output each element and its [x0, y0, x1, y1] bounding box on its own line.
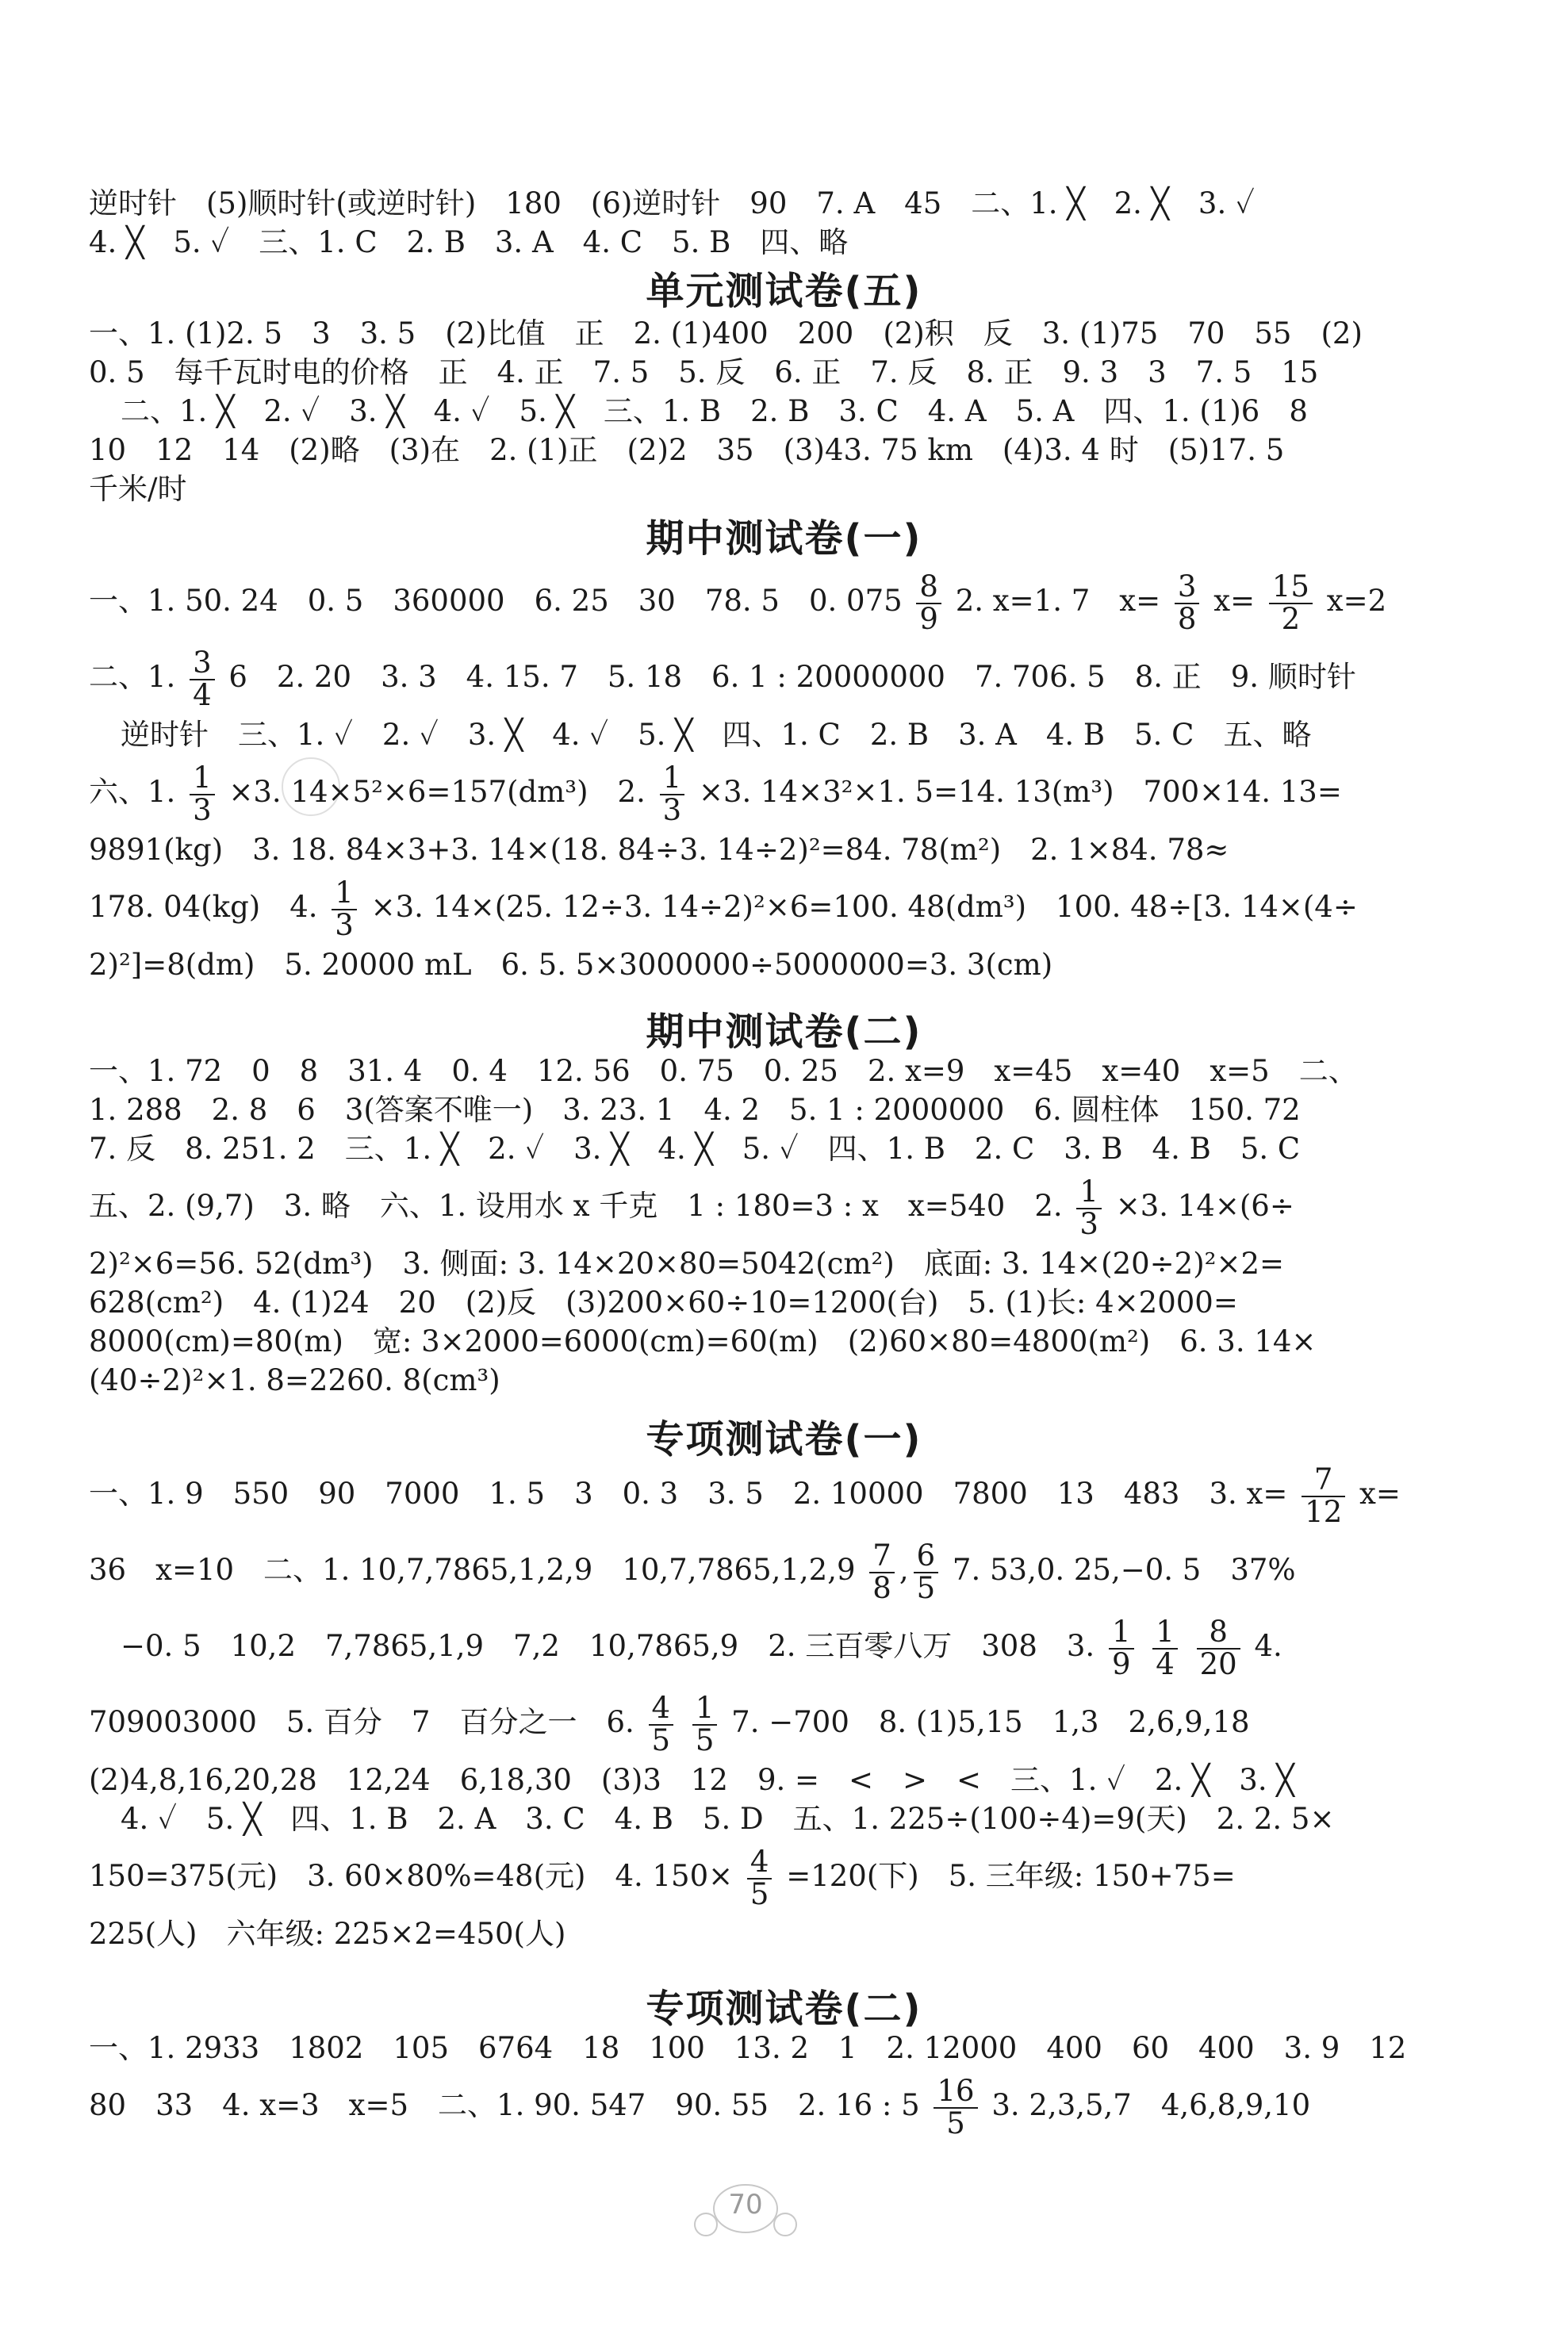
- fraction-denominator: 2: [1281, 601, 1301, 636]
- text-line: 0. 5 每千瓦时电的价格 正 4. 正 7. 5 5. 反 6. 正 7. 反 8. 正 9. 3 3 7. 5 15: [89, 355, 1319, 389]
- text-run: 一、1. 50. 24 0. 5 360000 6. 25 30 78. 5 0. 075: [89, 584, 903, 618]
- text-line: [89, 754, 1417, 830]
- fraction-denominator: 4: [193, 677, 212, 712]
- section-heading-special-2: 专项测试卷(二): [646, 1987, 922, 2031]
- special-test-1-answers: [89, 1456, 1417, 1953]
- fraction-numerator: 3: [1175, 572, 1200, 604]
- fraction: [660, 760, 685, 827]
- text-run: 二、1.: [89, 660, 176, 694]
- fraction: [747, 1844, 772, 1911]
- text-line: (40÷2)²×1. 8=2260. 8(cm³): [89, 1363, 500, 1397]
- text-line: 10 12 14 (2)略 (3)在 2. (1)正 (2)2 35 (3)43. 75 km (4)3. 4 时 (5)17. 5: [89, 433, 1285, 467]
- text-line: 一、1. 2933 1802 105 6764 18 100 13. 2 1 2. 12000 400 60 400 3. 9 12: [89, 2031, 1407, 2065]
- text-line: 二、1. ╳ 2. ✓ 3. ╳ 4. ✓ 5. ╳ 三、1. B 2. B 3. C 4. A 5. A 四、1. (1)6 8: [121, 394, 1308, 428]
- text-line: 一、1. 72 0 8 31. 4 0. 4 12. 56 0. 75 0. 25 2. x=9 x=45 x=40 x=5 二、: [89, 1054, 1358, 1088]
- fraction: [916, 569, 941, 636]
- midterm-1-answers: [89, 563, 1417, 984]
- fraction-numerator: 16: [934, 2076, 977, 2109]
- fraction-numerator: 1: [1076, 1177, 1102, 1209]
- text-line: [89, 1838, 1417, 1914]
- text-run: 一、1. 9 550 90 7000 1. 5 3 0. 3 3. 5 2. 10000 7800 13 483 3. x=: [89, 1477, 1288, 1511]
- text-run: ×3. 14×(6÷: [1115, 1189, 1294, 1223]
- text-run: 2. x=1. 7 x=: [955, 584, 1161, 618]
- unit-test-5-answers: [89, 314, 1417, 508]
- fraction: [1175, 569, 1200, 636]
- fraction: [1269, 569, 1313, 636]
- fraction-numerator: 4: [649, 1693, 674, 1726]
- text-line: 一、1. (1)2. 5 3 3. 5 (2)比值 正 2. (1)400 200 (2)积 反 3. (1)75 70 55 (2): [89, 316, 1363, 351]
- fraction-denominator: 5: [651, 1722, 671, 1757]
- text-run: ×3. 14×(25. 12÷3. 14÷2)²×6=100. 48(dm³) 100. 48÷[3. 14×(4÷: [370, 890, 1358, 924]
- text-line: 1. 288 2. 8 6 3(答案不唯一) 3. 23. 1 4. 2 5. 1 : 2000000 6. 圆柱体 150. 72: [89, 1093, 1301, 1127]
- text-line: 7. 反 8. 251. 2 三、1. ╳ 2. ✓ 3. ╳ 4. ╳ 5. ✓ 四、1. B 2. C 3. B 4. B 5. C: [89, 1132, 1301, 1166]
- text-line: 8000(cm)=80(m) 宽: 3×2000=6000(cm)=60(m) (2)60×80=4800(m²) 6. 3. 14×: [89, 1324, 1317, 1358]
- text-run: x=: [1359, 1477, 1401, 1511]
- fraction-numerator: 8: [1197, 1617, 1240, 1650]
- fraction-denominator: 4: [1156, 1646, 1175, 1681]
- fraction-numerator: 1: [1152, 1617, 1178, 1650]
- text-run: x=: [1213, 584, 1256, 618]
- fraction: [1076, 1174, 1102, 1241]
- fraction-numerator: 1: [692, 1693, 718, 1726]
- fraction-numerator: 7: [1302, 1465, 1345, 1497]
- fraction-denominator: 3: [193, 792, 212, 827]
- text-line: [89, 1456, 1417, 1532]
- text-run: 五、2. (9,7) 3. 略 六、1. 设用水 x 千克 1 : 180=3 : x x=540 2.: [89, 1189, 1063, 1223]
- text-run: 7. −700 8. (1)5,15 1,3 2,6,9,18: [731, 1705, 1250, 1739]
- text-line: 225(人) 六年级: 225×2=450(人): [89, 1917, 566, 1951]
- text-line: [89, 563, 1417, 639]
- text-line: 2)²×6=56. 52(dm³) 3. 侧面: 3. 14×20×80=5042(cm²) 底面: 3. 14×(20÷2)²×2=: [89, 1247, 1285, 1281]
- fraction: [934, 2073, 977, 2140]
- fraction-denominator: 5: [916, 1570, 936, 1605]
- text-line: 2)²]=8(dm) 5. 20000 mL 6. 5. 5×3000000÷5000000=3. 3(cm): [89, 948, 1053, 982]
- text-run: −0. 5 10,2 7,7865,1,9 7,2 10,7865,9 2. 三百零八万 308 3.: [121, 1629, 1095, 1663]
- text-run: 709003000 5. 百分 7 百分之一 6.: [89, 1705, 634, 1739]
- text-line: 逆时针 三、1. ✓ 2. ✓ 3. ╳ 4. ✓ 5. ╳ 四、1. C 2. B 3. A 4. B 5. C 五、略: [121, 718, 1312, 752]
- text-line: [89, 2067, 1417, 2144]
- section-heading-special-1: 专项测试卷(一): [646, 1417, 922, 1462]
- fraction-numerator: 6: [914, 1541, 939, 1573]
- fraction-numerator: 8: [916, 572, 941, 604]
- text-line: [89, 639, 1417, 715]
- fraction-denominator: 9: [919, 601, 938, 636]
- section-heading-unit-test-5: 单元测试卷(五): [646, 269, 922, 313]
- fraction: [1197, 1614, 1240, 1681]
- text-line: (2)4,8,16,20,28 12,24 6,18,30 (3)3 12 9. = < > < 三、1. ✓ 2. ╳ 3. ╳: [89, 1763, 1294, 1797]
- text-line: 628(cm²) 4. (1)24 20 (2)反 (3)200×60÷10=1200(台) 5. (1)长: 4×2000=: [89, 1286, 1238, 1320]
- text-line: [89, 1608, 1417, 1684]
- fraction-denominator: 9: [1111, 1646, 1131, 1681]
- fraction-denominator: 3: [1079, 1206, 1098, 1241]
- fraction-denominator: 8: [872, 1570, 891, 1605]
- fraction: [190, 645, 215, 712]
- fraction-numerator: 7: [869, 1541, 895, 1573]
- fraction-denominator: 5: [946, 2106, 965, 2140]
- text-run: ,: [899, 1553, 909, 1587]
- fraction: [869, 1538, 895, 1605]
- fraction-denominator: 3: [662, 792, 682, 827]
- fraction-numerator: 1: [660, 763, 685, 795]
- text-run: =120(下) 5. 三年级: 150+75=: [786, 1859, 1236, 1893]
- text-run: 3. 2,3,5,7 4,6,8,9,10: [991, 2088, 1311, 2122]
- fraction-denominator: 5: [749, 1876, 769, 1911]
- text-run: 7. 53,0. 25,−0. 5 37%: [952, 1553, 1296, 1587]
- fraction-numerator: 1: [1109, 1617, 1134, 1650]
- section-heading-midterm-1: 期中测试卷(一): [646, 516, 922, 561]
- page-number-badge: [682, 2173, 809, 2244]
- fraction-denominator: 8: [1177, 601, 1197, 636]
- special-test-2-answers: [89, 2029, 1417, 2144]
- text-line: [89, 1684, 1417, 1761]
- fraction-numerator: 3: [190, 648, 215, 680]
- text-line: 千米/时: [89, 472, 187, 506]
- text-run: 80 33 4. x=3 x=5 二、1. 90. 547 90. 55 2. 16 : 5: [89, 2088, 920, 2122]
- text-line: [89, 869, 1417, 945]
- fraction-numerator: 1: [332, 878, 357, 910]
- text-run: 36 x=10 二、1. 10,7,7865,1,2,9 10,7,7865,1,2,9: [89, 1553, 856, 1587]
- text-line: 4. ╳ 5. ✓ 三、1. C 2. B 3. A 4. C 5. B 四、略: [89, 225, 849, 259]
- page-number: 70: [728, 2189, 763, 2221]
- text-run: ×3. 14×3²×1. 5=14. 13(m³) 700×14. 13=: [698, 775, 1342, 809]
- fraction: [649, 1690, 674, 1757]
- midterm-2-answers: [89, 1052, 1417, 1400]
- text-run: x=2: [1326, 584, 1387, 618]
- fraction: [914, 1538, 939, 1605]
- fraction: [190, 760, 215, 827]
- text-line: 9891(kg) 3. 18. 84×3+3. 14×(18. 84÷3. 14÷2)²=84. 78(m²) 2. 1×84. 78≈: [89, 833, 1229, 867]
- fraction: [1302, 1462, 1345, 1529]
- fraction: [692, 1690, 718, 1757]
- text-run: 六、1.: [89, 775, 176, 809]
- text-run: 178. 04(kg) 4.: [89, 890, 318, 924]
- fraction-numerator: 15: [1269, 572, 1313, 604]
- text-run: 4.: [1254, 1629, 1282, 1663]
- text-run: 6 2. 20 3. 3 4. 15. 7 5. 18 6. 1 : 20000000 7. 706. 5 8. 正 9. 顺时针: [228, 660, 1356, 694]
- continuation-block: [89, 184, 1417, 262]
- section-heading-midterm-2: 期中测试卷(二): [646, 1010, 922, 1054]
- fraction-denominator: 20: [1199, 1646, 1237, 1681]
- text-run: ×3. 14×5²×6=157(dm³) 2.: [228, 775, 646, 809]
- fraction-denominator: 12: [1305, 1494, 1343, 1529]
- text-line: 4. ✓ 5. ╳ 四、1. B 2. A 3. C 4. B 5. D 五、1. 225÷(100÷4)=9(天) 2. 2. 5×: [121, 1802, 1335, 1836]
- fraction-numerator: 1: [190, 763, 215, 795]
- text-line: 逆时针 (5)顺时针(或逆时针) 180 (6)逆时针 90 7. A 45 二、1. ╳ 2. ╳ 3. ✓: [89, 186, 1255, 220]
- fraction: [1152, 1614, 1178, 1681]
- text-line: [89, 1532, 1417, 1608]
- text-line: [89, 1168, 1417, 1244]
- fraction-denominator: 5: [695, 1722, 715, 1757]
- fraction: [1109, 1614, 1134, 1681]
- fraction-numerator: 4: [747, 1847, 772, 1880]
- text-run: 150=375(元) 3. 60×80%=48(元) 4. 150×: [89, 1859, 734, 1893]
- fraction-denominator: 3: [335, 907, 354, 942]
- fraction: [332, 875, 357, 942]
